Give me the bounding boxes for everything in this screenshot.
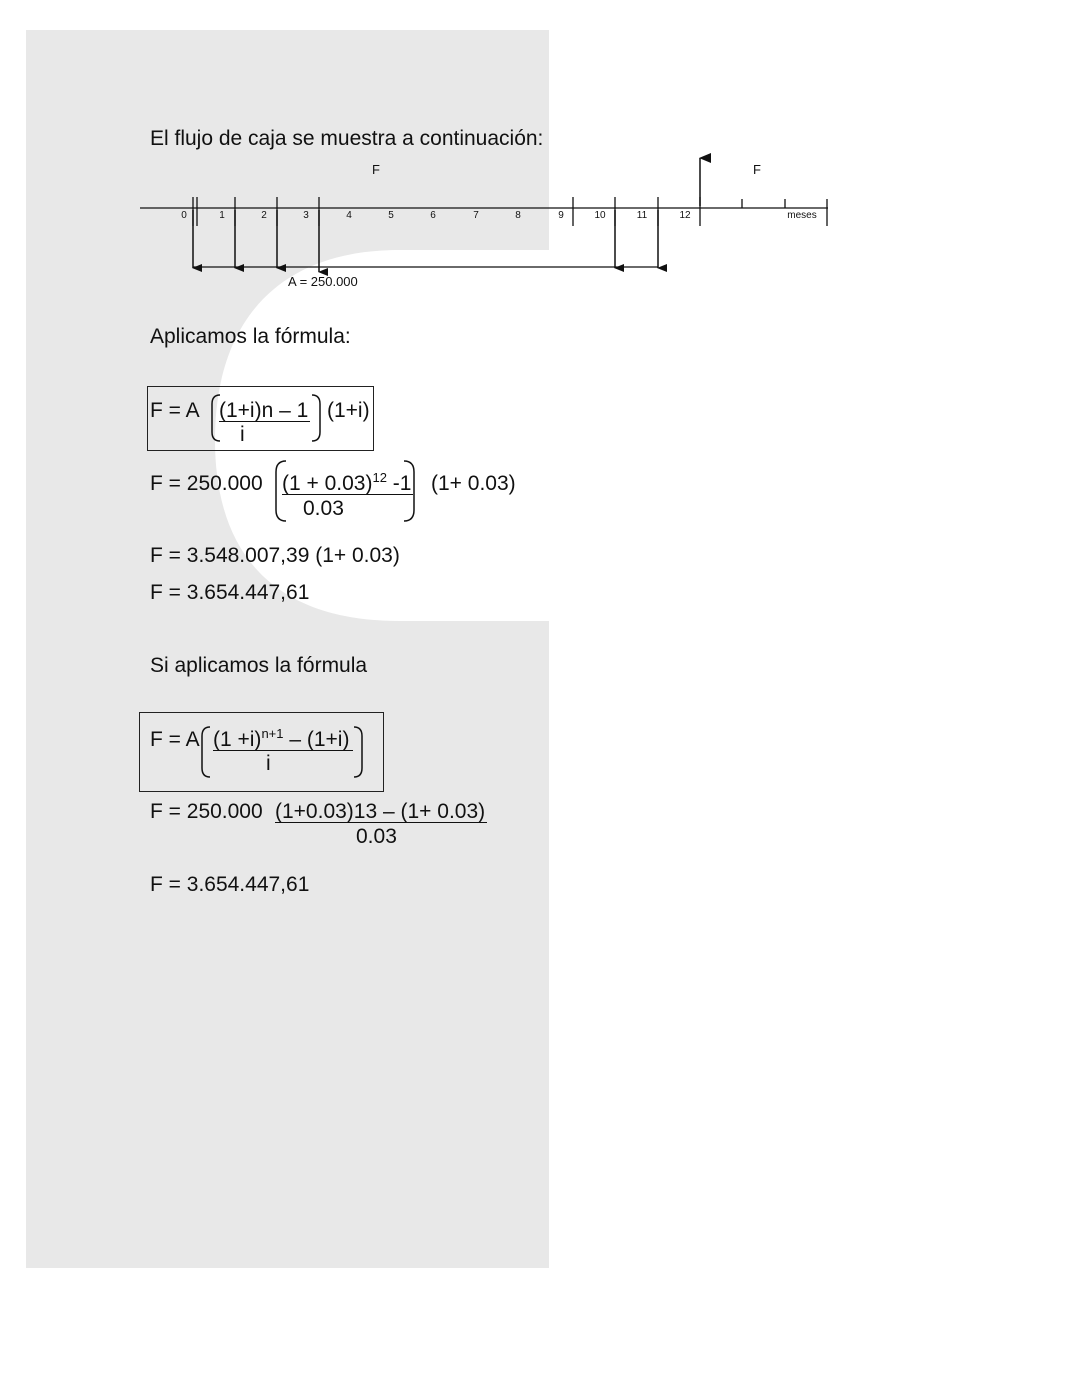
- tick-label: 10: [594, 210, 606, 221]
- formula2-fraction-bar: [213, 750, 353, 751]
- timeline-ticks: [193, 197, 827, 226]
- tick-label: 1: [219, 210, 225, 221]
- formula1-heading: Aplicamos la fórmula:: [150, 325, 351, 348]
- formula1-fraction-bar: [219, 421, 310, 422]
- substitution1-denominator: 0.03: [303, 497, 344, 520]
- result2: F = 3.654.447,61: [150, 873, 310, 896]
- annuity-label: A = 250.000: [288, 274, 358, 289]
- tick-label: 3: [303, 210, 309, 221]
- tick-label: 8: [515, 210, 521, 221]
- tick-label: 4: [346, 210, 352, 221]
- unit-label: meses: [787, 210, 817, 221]
- substitution1-lhs: F = 250.000: [150, 472, 263, 495]
- f-label: F: [372, 162, 380, 177]
- result1-line2: F = 3.654.447,61: [150, 581, 310, 604]
- tick-label: 11: [636, 210, 648, 221]
- formula2-denominator: i: [266, 752, 271, 775]
- formula1-denominator: i: [240, 423, 245, 446]
- substitution2-lhs: F = 250.000: [150, 800, 263, 823]
- tick-label: 6: [430, 210, 436, 221]
- tick-label: 7: [473, 210, 479, 221]
- substitution1-factor: (1+ 0.03): [431, 472, 516, 495]
- formula1-numerator: (1+i)n – 1: [219, 399, 309, 422]
- tick-label: 2: [261, 210, 267, 221]
- formula2-lhs: F = A: [150, 728, 200, 751]
- substitution1-numerator: $(1 + 0.03)^{12}$ -1: [282, 470, 412, 495]
- formula1-lhs: F = A: [150, 399, 200, 422]
- substitution1-fraction-bar: [282, 494, 413, 495]
- cashflow-heading: El flujo de caja se muestra a continuación:: [150, 127, 544, 150]
- substitution2-numerator: (1+0.03)13 – (1+ 0.03): [275, 800, 486, 823]
- substitution2-fraction-bar: [275, 822, 487, 823]
- tick-label: 5: [388, 210, 394, 221]
- substitution2-denominator: 0.03: [356, 825, 397, 848]
- tick-label: 0: [181, 210, 187, 221]
- formula1-factor: (1+i): [327, 399, 370, 422]
- f-label-right: F: [753, 162, 761, 177]
- tick-label: 12: [679, 210, 691, 221]
- formula2-heading: Si aplicamos la fórmula: [150, 654, 368, 677]
- cashflow-diagram: [0, 0, 1080, 300]
- result1-line1: F = 3.548.007,39 (1+ 0.03): [150, 544, 400, 567]
- tick-label: 9: [558, 210, 564, 221]
- formula2-numerator: $(1 +i)^{n+1} - (1+i)$: [213, 726, 350, 751]
